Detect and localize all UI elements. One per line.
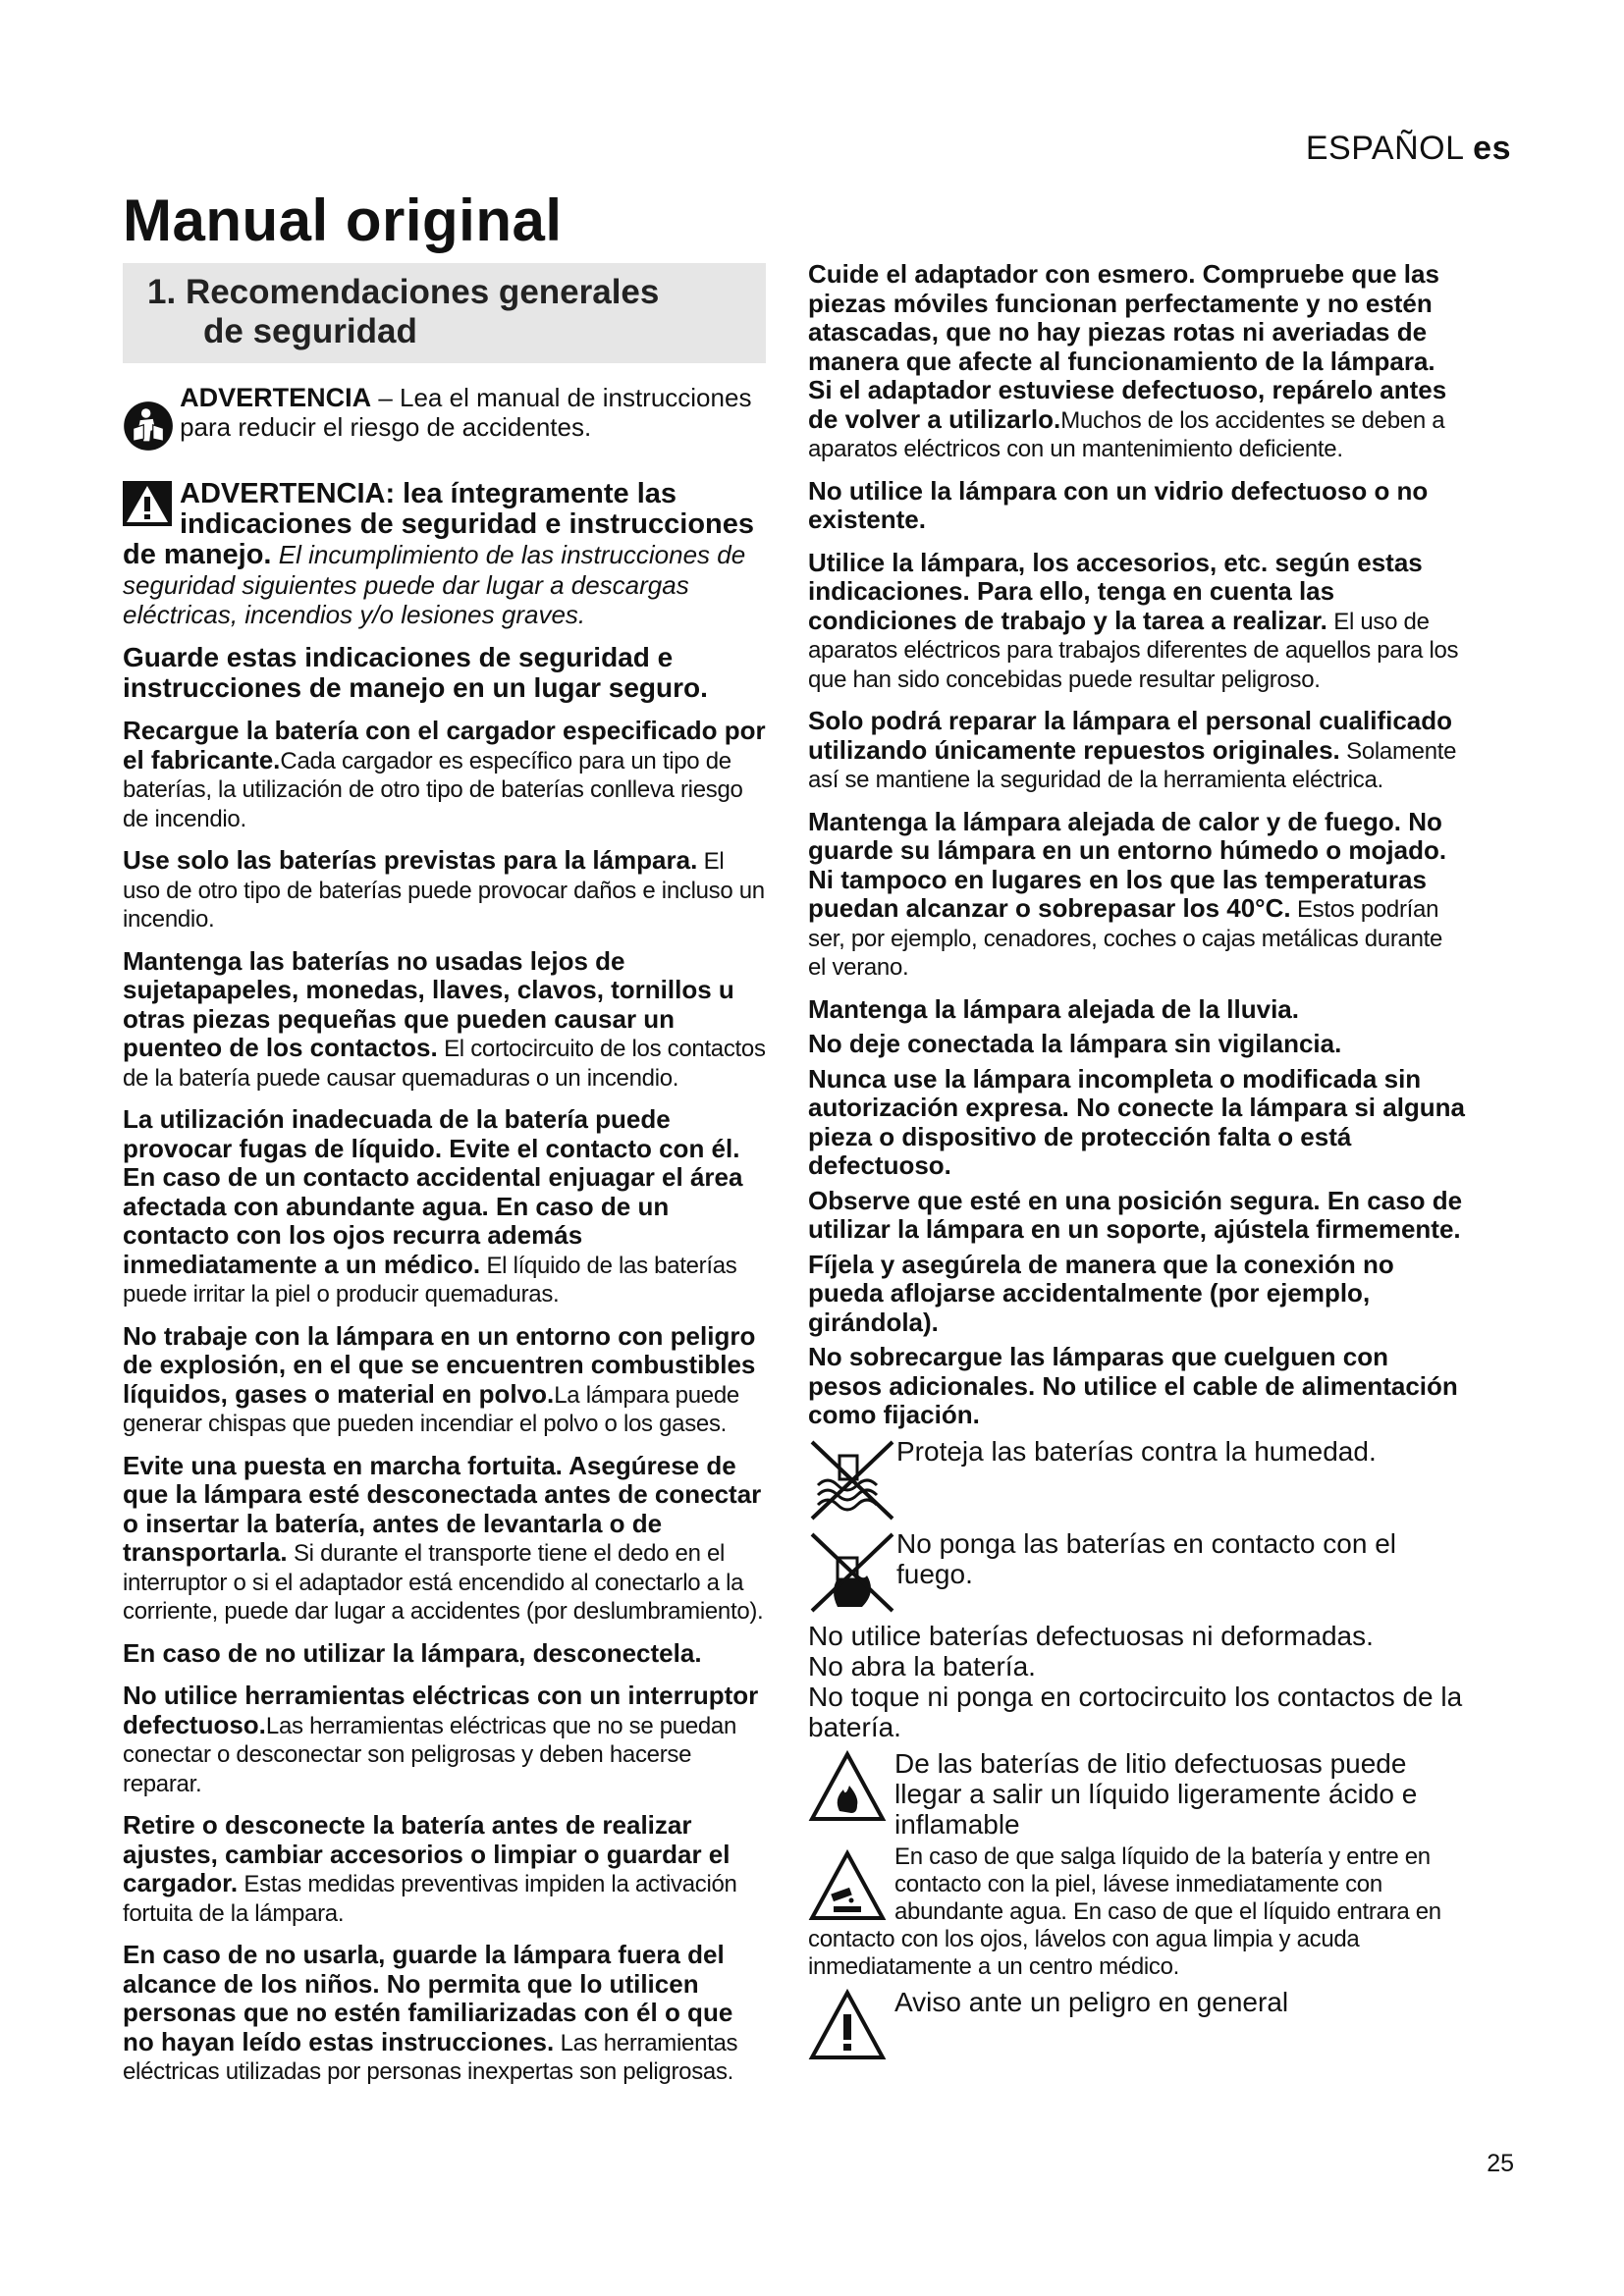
warning-triangle-icon <box>123 481 172 526</box>
no-water-icon <box>808 1436 896 1524</box>
symbol-moisture-text: Proteja las baterías contra la humedad. <box>896 1435 1377 1467</box>
paragraph-position: Observe que esté en una posición segura. En caso de utilizar la lámpara en un soporte, ajústela firmemente. <box>808 1185 1463 1244</box>
symbol-fire <box>808 1528 1466 1617</box>
language-header <box>1306 130 1511 168</box>
paragraph-explosive: No trabaje con la lámpara en un entorno con peligro de explosión, en el que se encuentren combustibles líquidos, gases o material en polvo.La lámpara puede generar chispas que pueden incendiar el polvo o los gases. <box>123 1320 756 1437</box>
paragraph-usage: Utilice la lámpara, los accesorios, etc. según estas indicaciones. Para ello, tenga en cuenta las condiciones de trabajo y la tarea a realizar. El uso de aparatos eléctricos para trabajos diferentes de aquellos para los que han sido concebidas puede resultar peligroso. <box>808 547 1459 693</box>
section-heading <box>123 263 766 363</box>
paragraph-children: En caso de no usarla, guarde la lámpara fuera del alcance de los niños. No permita que lo utilicen personas que no estén familiarizadas con él o que no hayan leído estas instrucciones. Las herramientas eléctricas utilizadas por personas inexpertas son peligrosas. <box>123 1940 738 2085</box>
language-label: ESPAÑOL <box>1305 130 1464 167</box>
warning2-text: El incumplimiento de las instrucciones de seguridad siguientes puede dar lugar a descargas eléctricas, incendios y/o lesiones graves. <box>123 540 746 629</box>
battery-defective-text: No utilice baterías defectuosas ni deformadas. <box>808 1620 1374 1651</box>
read-manual-icon <box>123 383 174 469</box>
paragraph-glass: No utilice la lámpara con un vidrio defectuoso o no existente. <box>808 475 1429 534</box>
symbol-flammable <box>808 1748 1466 1840</box>
paragraph-unused-batteries: Mantenga las baterías no usadas lejos de sujetapapeles, monedas, llaves, clavos, tornillos u otras piezas pequeñas que pueden causar un puenteo de los contactos. El cortocircuito de los contactos de la batería puede causar quemaduras o un incendio. <box>123 945 766 1092</box>
symbol-general-text: Aviso ante un peligro en general <box>894 1986 1289 2017</box>
symbol-fire-text: No ponga las baterías en contacto con el fuego. <box>896 1527 1397 1589</box>
page-title: Manual original <box>123 187 563 253</box>
paragraph-rain: Mantenga la lámpara alejada de la lluvia. <box>808 993 1299 1024</box>
right-column <box>808 260 1466 2065</box>
corrosive-warning-icon <box>808 1847 887 1926</box>
paragraph-startup: Evite una puesta en marcha fortuita. Asegúrese de que la lámpara esté desconectada antes de conectar o insertar la batería, antes de levantarla o de transportarla. Si durante el transporte tiene el dedo en el interruptor o si el adaptador está encendido al conectarlo a la corriente, puede dar lugar a accidentes (por deslumbramiento). <box>123 1450 764 1625</box>
paragraph-heat: Mantenga la lámpara alejada de calor y de fuego. No guarde su lámpara en un entorno húmedo o mojado. Ni tampoco en lugares en los que las temperaturas puedan alcanzar o sobrepasar los 40°C. Estos podrían ser, por ejemplo, cenadores, coches o cajas metálicas durante el verano. <box>808 806 1447 981</box>
paragraph-battery-leak: La utilización inadecuada de la batería puede provocar fugas de líquido. Evite el contacto con él. En caso de un contacto accidental enjuagar el área afectada con abundante agua. En caso de un contacto con los ojos recurra además inmediatamente a un médico. El líquido de las baterías puede irritar la piel o producir quemaduras. <box>123 1104 743 1308</box>
warning-read-manual <box>123 383 766 469</box>
warning1-heading: ADVERTENCIA <box>180 383 372 412</box>
paragraph-charger: Recargue la batería con el cargador especificado por el fabricante.Cada cargador es específico para un tipo de baterías, la utilización de otro tipo de baterías conlleva riesgo de incendio. <box>123 716 766 832</box>
paragraph-switch: No utilice herramientas eléctricas con un interruptor defectuoso.Las herramientas eléctricas que no se puedan conectar o desconectar son peligrosas y deben hacerse reparar. <box>123 1681 759 1797</box>
general-warning-icon <box>808 1987 887 2061</box>
symbol-corrosive-text: En caso de que salga líquido de la batería y entre en contacto con la piel, lávese inmediatamente con abundante agua. En caso de que el líquido entrara en contacto con los ojos, lávelos con agua limpia y acuda inmediatamente a un centro médico. <box>808 1842 1441 1980</box>
paragraph-unattended: No deje conectada la lámpara sin vigilancia. <box>808 1029 1342 1058</box>
language-code: es <box>1473 130 1511 167</box>
paragraph-modified: Nunca use la lámpara incompleta o modificada sin autorización expresa. No conecte la lámpara si alguna pieza o dispositivo de protección falta o está defectuoso. <box>808 1063 1466 1180</box>
paragraph-adapter-care: Cuide el adaptador con esmero. Compruebe que las piezas móviles funcionan perfectamente y no estén atascadas, que no hay piezas rotas ni averiadas de manera que afecte al funcionamiento de la lámpara. Si el adaptador estuviese defectuoso, repárelo antes de volver a utilizarlo.Muchos de los accidentes se deben a aparatos eléctricos con un mantenimiento deficiente. <box>808 259 1447 462</box>
section-title-line1: Recomendaciones generales <box>185 273 660 311</box>
paragraph-disconnect: En caso de no utilizar la lámpara, desconectela. <box>123 1637 702 1668</box>
section-title-line2: de seguridad <box>203 312 417 350</box>
symbol-corrosive <box>808 1843 1466 1981</box>
battery-short-text: No toque ni ponga en cortocircuito los contactos de la batería. <box>808 1681 1463 1742</box>
warning1-text: – Lea el manual de instrucciones para reducir el riesgo de accidentes. <box>180 383 752 442</box>
paragraph-batteries: Use solo las baterías previstas para la lámpara. El uso de otro tipo de baterías puede provocar daños e incluso un incendio. <box>123 845 765 933</box>
paragraph-overload: No sobrecargue las lámparas que cuelguen con pesos adicionales. No utilice el cable de alimentación como fijación. <box>808 1342 1458 1429</box>
left-column <box>123 263 766 2100</box>
section-number: 1. <box>147 273 177 311</box>
page-number: 25 <box>1487 2150 1514 2177</box>
paragraph-remove-battery: Retire o desconecte la batería antes de realizar ajustes, cambiar accesorios o limpiar o guardar el cargador. Estas medidas preventivas impiden la activación fortuita de la lámpara. <box>123 1810 737 1927</box>
warning-read-all <box>123 479 766 629</box>
no-fire-icon <box>808 1528 896 1617</box>
symbol-moisture <box>808 1436 1466 1524</box>
flammable-warning-icon <box>808 1748 887 1827</box>
battery-open-text: No abra la batería. <box>808 1650 1036 1682</box>
symbol-flammable-text: De las baterías de litio defectuosas puede llegar a salir un líquido ligeramente ácido e inflamable <box>894 1747 1418 1840</box>
paragraph-repair: Solo podrá reparar la lámpara el personal cualificado utilizando únicamente repuestos originales. Solamente así se mantiene la seguridad de la herramienta eléctrica. <box>808 706 1457 793</box>
warning2-heading: ADVERTENCIA: lea íntegramente las indicaciones de seguridad e instrucciones de manejo. <box>123 478 755 570</box>
keep-instructions: Guarde estas indicaciones de seguridad e instrucciones de manejo en un lugar seguro. <box>123 642 708 703</box>
symbol-general <box>808 1987 1466 2061</box>
paragraph-fix: Fíjela y asegúrela de manera que la conexión no pueda aflojarse accidentalmente (por ejemplo, girándola). <box>808 1249 1394 1337</box>
